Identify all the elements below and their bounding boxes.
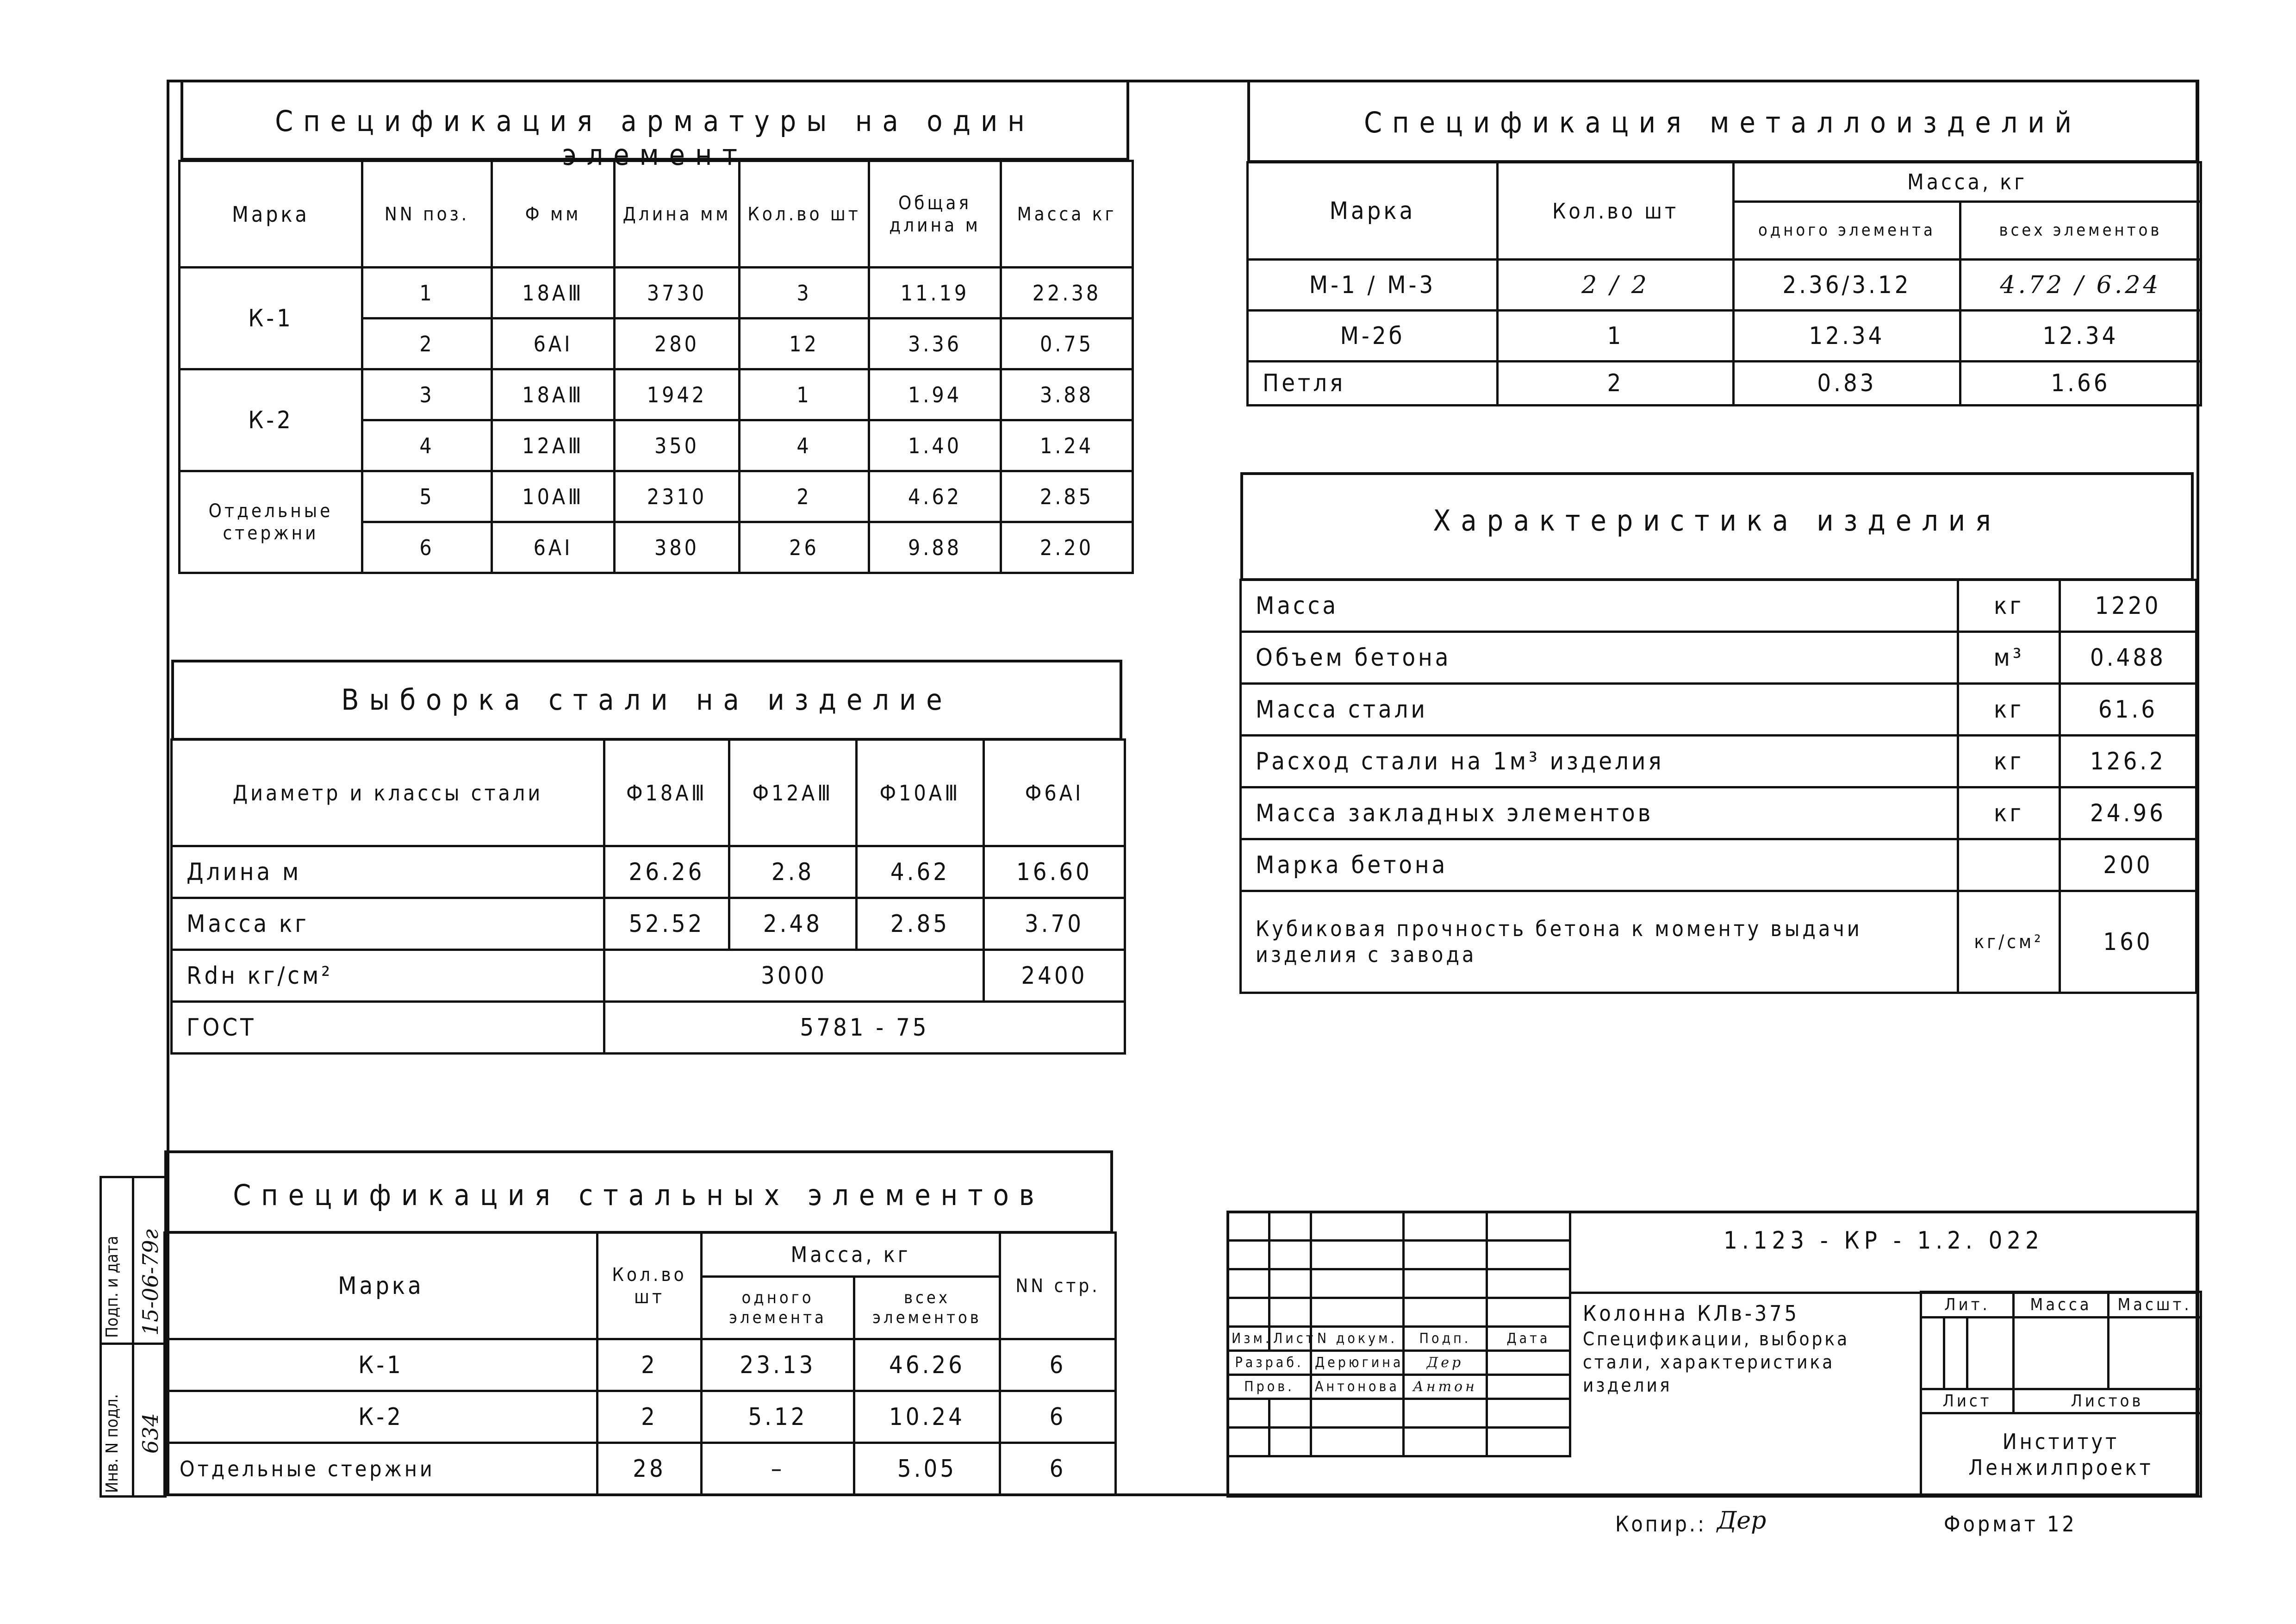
cell: 5781 - 75 [604,1002,1125,1054]
cell: 1 [740,369,869,420]
cell: 0.83 [1734,362,1960,406]
stamp-grid [1226,1211,1571,1457]
sg-cell [1269,1399,1311,1428]
stamp-h-list: Лист [1269,1327,1311,1351]
cell: 280 [615,319,740,369]
stamp-masht: Масшт. [2109,1292,2201,1318]
sg-cell [1404,1298,1487,1327]
sg-cell [1487,1269,1570,1298]
cell: 4.62 [869,471,1001,522]
cell: 6АⅠ [492,522,615,573]
cell: 23.13 [702,1339,854,1391]
kopir-label: Копир.: [1615,1512,1707,1537]
cell: 3.88 [1001,369,1133,420]
cell: 52.52 [604,898,729,950]
h-mass: Масса, кг [1734,162,2201,202]
stamp-org-1: Институт [2002,1429,2120,1455]
stamp-razrab-name: Дерюгина [1311,1351,1404,1375]
hk-label: Марка бетона [1241,839,1958,891]
cell: М-1 / М-3 [1248,260,1498,311]
stamp-massa: Масса [2014,1292,2109,1318]
spec-stal-table [163,1231,1117,1496]
cell: 1.94 [869,369,1001,420]
cell: 16.60 [984,846,1125,898]
vyborka-title: Выборка стали на изделие [341,683,952,717]
hk-value: 126.2 [2060,736,2196,787]
vyb-header-label: Диаметр и классы стали [172,740,604,846]
vyb-col: Ф12АⅢ [729,740,857,846]
cell: Отдельные стержни [165,1443,597,1495]
stamp-prov-name: Антонова [1311,1375,1404,1399]
sg-cell [1228,1428,1269,1456]
mark-separate-bars: Отдельные стержни [180,471,362,573]
mark-k2: К-2 [180,369,362,471]
sg-cell [1967,1318,2014,1389]
h-all: всех элементов [854,1277,1000,1339]
hk-value: 1220 [2060,580,2196,632]
spec-metal-table [1246,161,2202,406]
cell: 2 / 2 [1498,260,1734,311]
stamp-desc-3: стали, характеристика [1583,1352,1835,1373]
cell: 2.8 [729,846,857,898]
cell: 1.24 [1001,420,1133,471]
cell: – [702,1443,854,1495]
sg-cell [1404,1428,1487,1456]
cell: М-2б [1248,311,1498,362]
cell: 4.72 / 6.24 [1960,260,2201,311]
cell: 10АⅢ [492,471,615,522]
h-mass: Масса кг [1001,161,1133,268]
hk-label: Объем бетона [1241,632,1958,684]
hk-value: 0.488 [2060,632,2196,684]
hk-unit: кг [1958,684,2060,736]
cell: 2.85 [857,898,984,950]
stamp-sig2: Антон [1404,1375,1487,1399]
sg-cell [1269,1298,1311,1327]
harakt-table [1239,579,2197,994]
cell: 3 [362,369,492,420]
sg-cell [1311,1298,1404,1327]
cell: 350 [615,420,740,471]
spec-armatury-table [178,160,1134,574]
stamp-sig1: Дер [1404,1351,1487,1375]
cell: 2310 [615,471,740,522]
sg-cell [1311,1212,1404,1241]
cell: 4 [362,420,492,471]
vyb-mass-label: Масса кг [172,898,604,950]
cell: К-1 [165,1339,597,1391]
hk-label: Кубиковая прочность бетона к моменту выдачи изделия с завода [1241,891,1958,993]
cell: 4.62 [857,846,984,898]
sg-cell [1487,1212,1570,1241]
sg-cell [1311,1241,1404,1269]
sg-cell [1404,1241,1487,1269]
cell: 2400 [984,950,1125,1002]
cell: 11.19 [869,268,1001,319]
cell: 2 [362,319,492,369]
cell: 1 [362,268,492,319]
sg-cell [1404,1399,1487,1428]
hk-unit: м³ [1958,632,2060,684]
stamp-org-2: Ленжилпроект [1968,1455,2153,1480]
stamp-desc-1: Колонна КЛв-375 [1583,1301,1799,1326]
hk-unit: кг [1958,580,2060,632]
h-mark: Марка [1248,162,1498,260]
sg-cell [1404,1212,1487,1241]
h-marka: Марка [180,161,362,268]
vyb-gost-label: ГОСТ [172,1002,604,1054]
cell: 5.05 [854,1443,1000,1495]
side-inv-value: 634 [138,1413,163,1454]
sg-cell [1487,1351,1570,1375]
sg-cell [1269,1241,1311,1269]
cell: 46.26 [854,1339,1000,1391]
sg-cell [1487,1399,1570,1428]
cell: 1 [1498,311,1734,362]
stamp-h-podp: Подп. [1404,1327,1487,1351]
h-qty: Кол.во шт [740,161,869,268]
hk-unit: кг [1958,787,2060,839]
hk-value: 61.6 [2060,684,2196,736]
stamp-h-izm: Изм. [1228,1327,1269,1351]
cell: 3.70 [984,898,1125,950]
cell: 12 [740,319,869,369]
sg-cell [1487,1428,1570,1456]
stamp-lit: Лит. [1921,1292,2014,1318]
hk-label: Масса [1241,580,1958,632]
stamp-list: Лист [1921,1389,2014,1413]
vyb-col: Ф10АⅢ [857,740,984,846]
sg-cell [1487,1241,1570,1269]
stamp-prov-label: Пров. [1228,1375,1311,1399]
harakt-title: Характеристика изделия [1433,504,2001,537]
hk-unit: кг [1958,736,2060,787]
sg-cell [1228,1298,1269,1327]
hk-label: Масса закладных элементов [1241,787,1958,839]
hk-value: 200 [2060,839,2196,891]
cell: 1.66 [1960,362,2201,406]
sg-cell [2014,1318,2109,1389]
cell: 2.48 [729,898,857,950]
cell: 6 [1000,1443,1116,1495]
side-date-value: 15-06-79г [138,1229,163,1336]
h-mark: Марка [165,1233,597,1339]
cell: 2 [597,1339,702,1391]
spec-armatury-title: Спецификация арматуры на один элемент [275,104,1035,172]
cell: 18АⅢ [492,268,615,319]
cell: 9.88 [869,522,1001,573]
hk-unit: кг/см² [1958,891,2060,993]
h-page: NN стр. [1000,1233,1116,1339]
hk-label: Масса стали [1241,684,1958,736]
vyborka-table [170,738,1126,1055]
sg-cell [1487,1298,1570,1327]
sg-cell [2109,1318,2201,1389]
vyb-length-label: Длина м [172,846,604,898]
mark-k1: К-1 [180,268,362,369]
h-one: одного элемента [702,1277,854,1339]
cell: 12.34 [1960,311,2201,362]
sg-cell [1311,1269,1404,1298]
h-diam: Ф мм [492,161,615,268]
cell: 26 [740,522,869,573]
h-length: Длина мм [615,161,740,268]
cell: 3 [740,268,869,319]
sg-cell [1311,1399,1404,1428]
spec-stal-title: Спецификация стальных элементов [233,1178,1045,1212]
h-qty: Кол.во шт [597,1233,702,1339]
cell: К-2 [165,1391,597,1443]
cell: 6 [1000,1339,1116,1391]
cell: 2 [597,1391,702,1443]
side-stamp-hline [100,1343,167,1345]
sg-cell [1228,1212,1269,1241]
side-inv-label: Инв. N подл. [103,1394,122,1493]
cell: 4 [740,420,869,471]
cell: 22.38 [1001,268,1133,319]
stamp-desc-2: Спецификации, выборка [1583,1329,1850,1350]
stamp-h-date: Дата [1487,1327,1570,1351]
stamp-listov: Листов [2014,1389,2201,1413]
cell: 2 [1498,362,1734,406]
cell: 2.85 [1001,471,1133,522]
sg-cell [1269,1428,1311,1456]
cell: 2.20 [1001,522,1133,573]
h-poz: NN поз. [362,161,492,268]
cell: 5.12 [702,1391,854,1443]
format-label: Формат 12 [1944,1512,2077,1537]
cell: 5 [362,471,492,522]
sg-cell [1269,1269,1311,1298]
kopir-signature: Дер [1717,1507,1767,1535]
sg-cell [1944,1318,1967,1389]
cell: 6 [362,522,492,573]
cell: 6АⅠ [492,319,615,369]
cell: Петля [1248,362,1498,406]
sg-cell [1228,1399,1269,1428]
cell: 28 [597,1443,702,1495]
stamp-code: 1.123 - КР - 1.2. 022 [1724,1227,2044,1255]
cell: 1942 [615,369,740,420]
side-stamp-divider [132,1176,134,1498]
side-podp-label: Подп. и дата [103,1236,122,1338]
cell: 12АⅢ [492,420,615,471]
h-qty: Кол.во шт [1498,162,1734,260]
sg-cell [1311,1428,1404,1456]
stamp-org [1921,1413,2201,1497]
stamp-right [1920,1291,2202,1498]
cell: 2 [740,471,869,522]
cell: 3.36 [869,319,1001,369]
sg-cell [1228,1269,1269,1298]
vyb-col: Ф6АⅠ [984,740,1125,846]
h-total-length: Общая длина м [869,161,1001,268]
cell: 2.36/3.12 [1734,260,1960,311]
sg-cell [1228,1241,1269,1269]
hk-label: Расход стали на 1м³ изделия [1241,736,1958,787]
spec-metal-title: Спецификация металлоизделий [1364,106,2082,139]
hk-unit [1958,839,2060,891]
cell: 3730 [615,268,740,319]
sg-cell [1921,1318,1944,1389]
h-all: всех элементов [1960,202,2201,260]
h-mass: Масса, кг [702,1233,1000,1277]
cell: 3000 [604,950,984,1002]
h-one: одного элемента [1734,202,1960,260]
vyb-col: Ф18АⅢ [604,740,729,846]
cell: 26.26 [604,846,729,898]
stamp-razrab-label: Разраб. [1228,1351,1311,1375]
cell: 0.75 [1001,319,1133,369]
stamp-h-doc: N докум. [1311,1327,1404,1351]
cell: 18АⅢ [492,369,615,420]
stamp-desc-4: изделия [1583,1375,1672,1396]
vyb-rd-label: Rdн кг/см² [172,950,604,1002]
cell: 10.24 [854,1391,1000,1443]
cell: 6 [1000,1391,1116,1443]
sg-cell [1404,1269,1487,1298]
cell: 1.40 [869,420,1001,471]
hk-value: 160 [2060,891,2196,993]
cell: 380 [615,522,740,573]
sg-cell [1487,1375,1570,1399]
hk-value: 24.96 [2060,787,2196,839]
cell: 12.34 [1734,311,1960,362]
sg-cell [1269,1212,1311,1241]
